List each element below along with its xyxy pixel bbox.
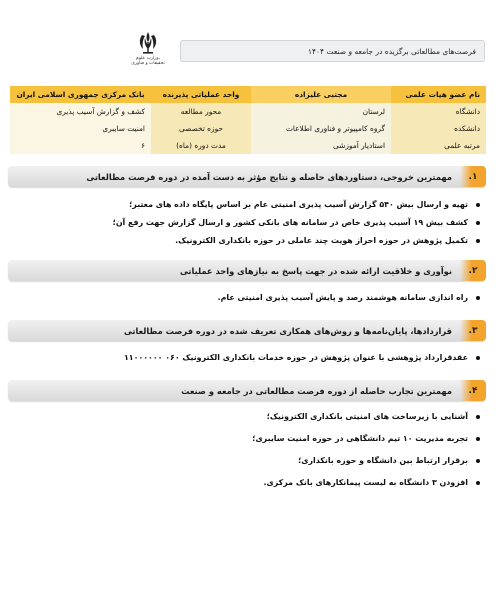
list-item: تهیه و ارسال بیش ۵۴۰ گزارش آسیب پذیری امنیتی عام بر اساس پایگاه داده های معتبر؛ [20, 196, 482, 214]
list-item: برقرار ارتباط بین دانشگاه و حوزه بانکداری؛ [20, 450, 482, 472]
section-3-number: ۳. [460, 320, 486, 341]
section-2-number: ۲. [460, 260, 486, 281]
row-value: استادیار آموزشی [251, 137, 391, 154]
list-item: راه اندازی سامانه هوشمند رصد و پایش آسیب پذیری امنیتی عام. [20, 289, 482, 307]
list-item: عقدقرارداد پژوهشی با عنوان پژوهش در حوزه خدمات بانکداری الکترونیک ۰۶۰ ۱۱۰۰۰۰۰۰ [20, 349, 482, 367]
section-2-title: نوآوری و خلاقیت ارائه شده در جهت پاسخ به نیازهای واحد عملیاتی [179, 265, 452, 276]
row-label: دانشکده [391, 120, 486, 137]
section-3-header [8, 320, 486, 341]
header-value-host-unit: بانک مرکزی جمهوری اسلامی ایران [10, 86, 151, 103]
header-value-faculty-name: مجتبی علیزاده [251, 86, 391, 103]
emblem-icon [137, 30, 159, 56]
list-item: تجربه مدیریت ۱۰ تیم دانشگاهی در حوزه امنیت سایبری؛ [20, 428, 482, 450]
table-row [10, 120, 486, 137]
header-label-faculty-name: نام عضو هیات علمی [391, 86, 486, 103]
row-value: گروه کامپیوتر و فناوری اطلاعات [251, 120, 391, 137]
section-1-number: ۱. [460, 166, 486, 187]
section-4-list [20, 406, 482, 494]
table-row [10, 137, 486, 154]
section-1-list [20, 196, 482, 250]
row-label: مدت دوره (ماه) [151, 137, 251, 154]
section-2-list [20, 289, 482, 307]
emblem-caption-line-1: وزارت علوم، [135, 56, 161, 61]
row-label: مرتبه علمی [391, 137, 486, 154]
section-3-title: قراردادها، پایان‌نامه‌ها و روش‌های همکاری تعریف شده در دوره فرصت مطالعاتی [123, 325, 452, 336]
row-value: امنیت سایبری [10, 120, 151, 137]
row-value: لرستان [251, 103, 391, 120]
list-item: تکمیل پژوهش در حوزه احراز هویت چند عاملی در حوزه بانکداری الکترونیک. [20, 232, 482, 250]
emblem-caption-line-2: تحقیقات و فناوری [131, 61, 165, 66]
table-row [10, 103, 486, 120]
section-3-list [20, 349, 482, 367]
info-table-header-row [10, 86, 486, 103]
row-label: حوزه تخصصی [151, 120, 251, 137]
list-item: افزودن ۳ دانشگاه به لیست پیمانکارهای بانک مرکزی. [20, 472, 482, 494]
section-4-number: ۴. [460, 380, 486, 401]
faculty-info-table [10, 86, 486, 154]
row-label: دانشگاه [391, 103, 486, 120]
row-label: محور مطالعه [151, 103, 251, 120]
section-1-title: مهمترین خروجی، دستاوردهای حاصله و نتایج مؤثر به دست آمده در دوره فرصت مطالعاتی [86, 171, 452, 182]
section-1-header [8, 166, 486, 187]
row-value: کشف و گزارش آسیب پذیری [10, 103, 151, 120]
document-header [0, 0, 500, 96]
section-4-header [8, 380, 486, 401]
header-label-host-unit: واحد عملیاتی پذیرنده [151, 86, 251, 103]
section-4-title: مهمترین تجارب حاصله از دوره فرصت مطالعاتی در جامعه و صنعت [181, 385, 452, 396]
list-item: کشف بیش ۱۹ آسیب پذیری خاص در سامانه های بانکی کشور و ارسال گزارش جهت رفع آن؛ [20, 214, 482, 232]
row-value: ۶ [10, 137, 151, 154]
section-2-header [8, 260, 486, 281]
document-title: فرصت‌های مطالعاتی برگزیده در جامعه و صنعت ۱۴۰۴ [180, 40, 485, 62]
list-item: آشنایی با زیرساخت های امنیتی بانکداری الکترونیک؛ [20, 406, 482, 428]
ministry-emblem [128, 30, 168, 78]
